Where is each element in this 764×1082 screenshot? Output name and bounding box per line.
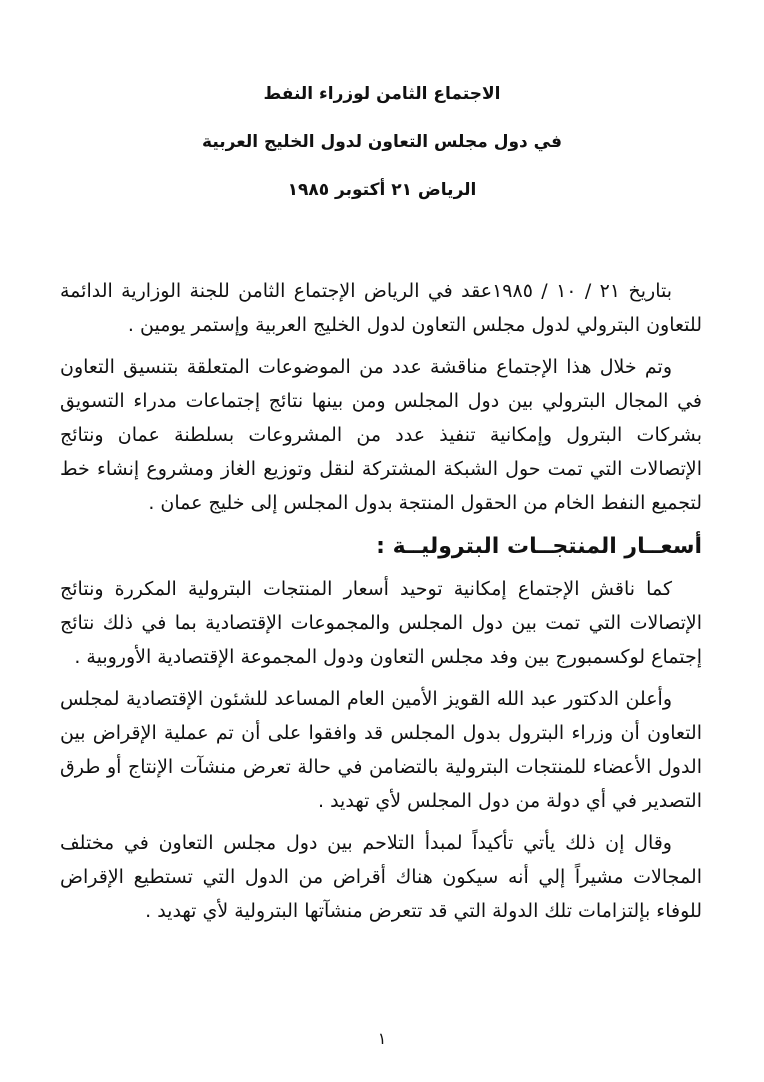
doc-title-line-2: في دول مجلس التعاون لدول الخليج العربية [202,132,562,152]
section-heading-petroleum-product-prices: أسعــار المنتجــات البتروليــة : [376,534,702,559]
doc-title-line-1: الاجتماع الثامن لوزراء النفط [263,84,501,104]
paragraph-topics-discussed: وتم خلال هذا الإجتماع مناقشة عدد من الموضوعات المتعلقة بتنسيق التعاون في المجال البترولي بين دول المجلس ومن بينها نتائج إجتماعات مدراء التسويق بشركات البترول وإمكانية تنفيذ عدد من المشروعات بسلطنة عمان ونتائج الإتصالات التي تمت حول الشبكة المشتركة لنقل وتوزيع الغاز ومشروع إنشاء خط لتجميع النفط الخام من الحقول المنتجة بدول المجلس إلى خليج عمان . [60,356,702,514]
paragraph-solidarity-statement: وقال إن ذلك يأتي تأكيداً لمبدأ التلاحم بين دول مجلس التعاون في مختلف المجالات مشيراً إلي أنه سيكون هناك أقراض من الدول التي تستطيع الإقراض للوفاء بإلتزامات تلك الدولة التي قد تتعرض منشآتها البترولية لأي تهديد . [60,832,702,922]
page-number: ١ [377,1029,387,1048]
doc-title-date-line: الرياض ٢١ أكتوبر ١٩٨٥ [287,180,477,200]
paragraph-price-unification: كما ناقش الإجتماع إمكانية توحيد أسعار المنتجات البترولية المكررة ونتائج الإتصالات التي تمت بين دول المجلس والمجموعات الإقتصادية بما في ذلك نتائج إجتماع لوكسمبورج بين وفد مجلس التعاون ودول المجموعة الإقتصادية الأوروبية . [60,578,702,668]
paragraph-alquwaiz-announcement: وأعلن الدكتور عبد الله القويز الأمين العام المساعد للشئون الإقتصادية لمجلس التعاون أن وزراء البترول بدول المجلس قد وافقوا على أن تم عملية الإقراض بين الدول الأعضاء للمنتجات البترولية بالتضامن في حالة تعرض منشآت الإنتاج أو طرق التصدير في أي دولة من دول المجلس لأي تهديد . [60,688,702,812]
paragraph-meeting-date: بتاريخ ٢١ / ١٠ / ١٩٨٥عقد في الرياض الإجتماع الثامن للجنة الوزارية الدائمة للتعاون البترولي لدول مجلس التعاون لدول الخليج العربية وإستمر يومين . [60,280,702,336]
document-header [0,0,764,200]
document-body [60,274,702,928]
